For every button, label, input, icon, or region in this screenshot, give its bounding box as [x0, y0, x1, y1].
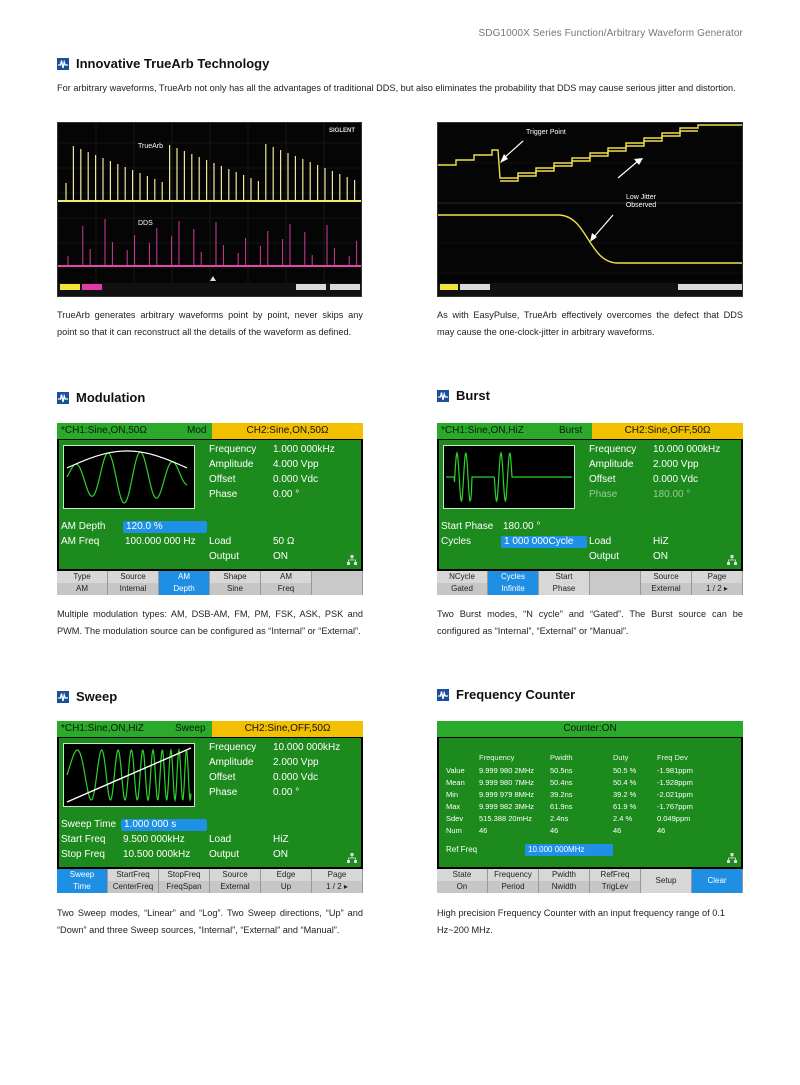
param-value[interactable]: 0.000 Vdc — [273, 772, 319, 783]
ch1-tab[interactable]: *CH1:Sine,ON,HiZ Burst — [437, 423, 592, 439]
param-value[interactable]: 2.000 Vpp — [273, 757, 319, 768]
truearb-caption-right: As with EasyPulse, TrueArb effectively overcomes the defect that DDS may cause the one-clock-jitter in arbitrary waveforms. — [437, 310, 743, 337]
section-title-modulation — [57, 390, 145, 405]
counter-softkeys — [437, 869, 743, 893]
network-icon — [347, 555, 357, 565]
am-freq-label: AM Freq — [61, 536, 100, 547]
load-label: Load — [209, 834, 232, 845]
start-phase-label: Start Phase — [441, 521, 494, 532]
ch2-tab[interactable]: CH2:Sine,OFF,50Ω — [212, 721, 363, 737]
truearb-caption-left: TrueArb generates arbitrary waveforms point by point, never skips any point so that it can reconstruct all the details of the waveform as defined. — [57, 310, 363, 337]
softkey-reffreq[interactable]: RefFreq TrigLev — [590, 869, 641, 893]
softkey-source[interactable]: Source External — [210, 869, 261, 893]
param-value[interactable]: 4.000 Vpp — [273, 459, 319, 470]
param-value[interactable]: 1.000 000kHz — [273, 444, 335, 455]
sweep-title: Sweep — [76, 689, 118, 704]
start-freq-label: Start Freq — [61, 834, 106, 845]
param-label: Amplitude — [589, 459, 634, 470]
ch1-tab[interactable]: *CH1:Sine,ON,HiZ Sweep — [57, 721, 212, 737]
param-label: Offset — [589, 474, 616, 485]
burst-screen — [437, 423, 743, 595]
counter-caption: High precision Frequency Counter with an input frequency range of 0.1 Hz~200 MHz. — [437, 908, 726, 935]
trigger-point-label: Trigger Point — [526, 129, 566, 136]
am-depth-label: AM Depth — [61, 521, 106, 532]
param-value[interactable]: 0.00 ° — [273, 787, 300, 798]
sweep-time-input[interactable]: 1.000 000 s — [121, 819, 207, 831]
truearb-scope-screenshot — [57, 122, 362, 297]
softkey-shape[interactable]: Shape Sine — [210, 571, 261, 595]
modulation-title: Modulation — [76, 390, 146, 405]
network-icon — [727, 555, 737, 565]
truearb-trace-label: TrueArb — [138, 143, 164, 150]
load-label: Load — [209, 536, 232, 547]
load-value[interactable]: HiZ — [653, 536, 669, 547]
param-label: Amplitude — [209, 459, 254, 470]
softkey-pwidth[interactable]: Pwidth Nwidth — [539, 869, 590, 893]
waveform-icon — [57, 691, 69, 703]
waveform-icon — [57, 392, 69, 404]
burst-softkeys — [437, 571, 743, 595]
stop-freq-label: Stop Freq — [61, 849, 105, 860]
load-label: Load — [589, 536, 612, 547]
softkey-edge[interactable]: Edge Up — [261, 869, 312, 893]
softkey-sweep-time[interactable]: Sweep Time — [57, 869, 108, 893]
sweep-waveform-preview — [63, 743, 195, 807]
start-phase-value[interactable]: 180.00 ° — [503, 521, 541, 532]
am-freq-value[interactable]: 100.000 000 Hz — [125, 536, 196, 547]
modulation-softkeys — [57, 571, 363, 595]
param-label: Frequency — [589, 444, 637, 455]
param-value[interactable]: 10.000 000kHz — [273, 742, 341, 753]
param-value[interactable]: 0.00 ° — [273, 489, 300, 500]
ref-freq-input[interactable]: 10.000 000MHz — [525, 844, 613, 856]
output-value[interactable]: ON — [273, 551, 288, 562]
softkey-empty[interactable] — [312, 571, 363, 595]
ref-freq-label: Ref Freq — [446, 845, 478, 854]
output-label: Output — [589, 551, 620, 562]
stop-freq-value[interactable]: 10.500 000kHz — [123, 849, 191, 860]
param-label: Frequency — [209, 742, 257, 753]
softkey-empty[interactable] — [590, 571, 641, 595]
burst-trace — [446, 453, 572, 501]
waveform-icon — [57, 58, 69, 70]
sweep-screen — [57, 721, 363, 893]
siglent-logo: SIGLENT — [328, 128, 355, 134]
param-label: Offset — [209, 474, 236, 485]
start-freq-value[interactable]: 9.500 000kHz — [123, 834, 185, 845]
column-header: Freq Dev — [657, 753, 688, 762]
output-value[interactable]: ON — [653, 551, 668, 562]
burst-waveform-preview — [443, 445, 575, 509]
softkey-start-phase[interactable]: Start Phase — [539, 571, 590, 595]
softkey-type[interactable]: Type AM — [57, 571, 108, 595]
column-header: Frequency — [479, 753, 515, 762]
low-jitter-label: Low Jitter Observed — [625, 194, 657, 209]
param-label: Amplitude — [209, 757, 254, 768]
param-label: Offset — [209, 772, 236, 783]
softkey-am-freq[interactable]: AM Freq — [261, 571, 312, 595]
param-label: Phase — [209, 489, 238, 500]
softkey-cycles[interactable]: Cycles Infinite — [488, 571, 539, 595]
section-title-truearb — [57, 56, 269, 71]
softkey-am-depth[interactable]: AM Depth — [159, 571, 210, 595]
param-value[interactable]: 0.000 Vdc — [653, 474, 699, 485]
load-value[interactable]: 50 Ω — [273, 536, 295, 547]
dds-trace-label: DDS — [138, 220, 153, 227]
param-value[interactable]: 180.00 ° — [653, 489, 691, 500]
output-value[interactable]: ON — [273, 849, 288, 860]
load-value[interactable]: HiZ — [273, 834, 289, 845]
section-title-burst — [437, 388, 490, 403]
truearb-title: Innovative TrueArb Technology — [76, 56, 270, 71]
ch1-tab[interactable]: *CH1:Sine,ON,50Ω Mod — [57, 423, 212, 439]
param-label: Phase — [589, 489, 618, 500]
sweep-caption: Two Sweep modes, “Linear” and “Log”. Two Sweep directions, “Up” and “Down” and three Sweep sources, “Internal”, “External” and “Manual”. — [57, 908, 363, 935]
burst-title: Burst — [456, 388, 490, 403]
softkey-source[interactable]: Source External — [641, 571, 692, 595]
softkey-source[interactable]: Source Internal — [108, 571, 159, 595]
softkey-state[interactable]: State On — [437, 869, 488, 893]
cycles-input[interactable]: 1 000 000Cycle — [501, 536, 587, 548]
truearb-intro: For arbitrary waveforms, TrueArb not only has all the advantages of traditional DDS, but also eliminates the probability that DDS may cause serious jitter and distortion. — [57, 83, 736, 93]
softkey-clear[interactable]: Clear — [692, 869, 743, 893]
output-label: Output — [209, 849, 240, 860]
burst-caption: Two Burst modes, “N cycle” and “Gated”. The Burst source can be configured as “Internal”, “External” or “Manual”. — [437, 609, 743, 636]
counter-title: Frequency Counter — [456, 687, 576, 702]
column-header: Pwidth — [550, 753, 573, 762]
param-label: Frequency — [209, 444, 257, 455]
section-title-counter — [437, 687, 575, 702]
sweep-softkeys — [57, 869, 363, 893]
modulation-screen — [57, 423, 363, 595]
param-value[interactable]: 10.000 000kHz — [653, 444, 721, 455]
column-header: Duty — [613, 753, 629, 762]
waveform-icon — [437, 390, 449, 402]
waveform-icon — [437, 689, 449, 701]
softkey-page[interactable]: Page 1 / 2 ▸ — [692, 571, 743, 595]
cycles-label: Cycles — [441, 536, 472, 547]
network-icon — [727, 853, 737, 863]
param-value[interactable]: 2.000 Vpp — [653, 459, 699, 470]
softkey-ncycle[interactable]: NCycle Gated — [437, 571, 488, 595]
softkey-page[interactable]: Page 1 / 2 ▸ — [312, 869, 363, 893]
ch2-tab[interactable]: CH2:Sine,ON,50Ω — [212, 423, 363, 439]
ch2-tab[interactable]: CH2:Sine,OFF,50Ω — [592, 423, 743, 439]
sweep-time-label: Sweep Time — [61, 819, 117, 830]
output-label: Output — [209, 551, 240, 562]
param-value[interactable]: 0.000 Vdc — [273, 474, 319, 485]
jitter-scope-screenshot — [437, 122, 743, 297]
counter-screen: Counter:ON Frequency Pwidth Duty Freq Dev Value 9.999 980 2MHz 50.5ns 50.5 % -1.981ppm Mean 9.999 980 7MHz 50.4ns 50.4 % -1.928ppm Min 9.999 979 8MHz 39.2ns 39.2 % -2.021ppm Max 9.999 982 3MHz 61.9ns 61.9 % -1.767ppm Sdev 515.388 20mHz 2.4ns 2.4 % 0.049ppm Num 46 46 46 46 Ref Freq 10.000 000MHz State On Frequency Period Pwidth Nwidth RefFreq TrigLev Setup Clear — [437, 721, 743, 893]
param-label: Phase — [209, 787, 238, 798]
softkey-start-freq[interactable]: StartFreq CenterFreq — [108, 869, 159, 893]
modulation-caption: Multiple modulation types: AM, DSB-AM, FM, PM, FSK, ASK, PSK and PWM. The modulation source can be configured as “Internal” or “External”. — [57, 609, 363, 636]
am-depth-input[interactable]: 120.0 % — [123, 521, 207, 533]
modulation-waveform-preview — [63, 445, 195, 509]
softkey-setup[interactable]: Setup — [641, 869, 692, 893]
softkey-frequency[interactable]: Frequency Period — [488, 869, 539, 893]
softkey-stop-freq[interactable]: StopFreq FreqSpan — [159, 869, 210, 893]
page-header: SDG1000X Series Function/Arbitrary Waveform Generator — [478, 28, 743, 39]
section-title-sweep — [57, 689, 117, 704]
counter-status: Counter:ON — [437, 721, 743, 737]
network-icon — [347, 853, 357, 863]
